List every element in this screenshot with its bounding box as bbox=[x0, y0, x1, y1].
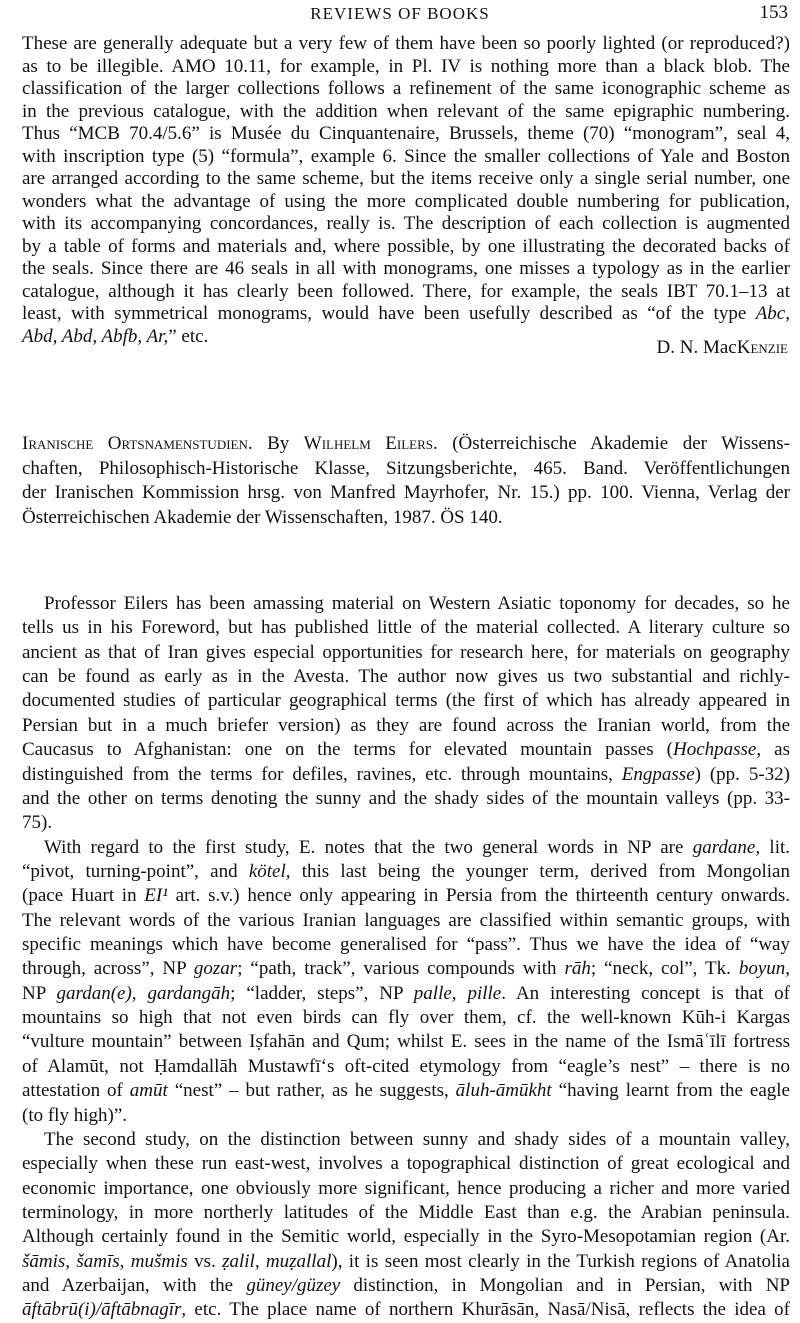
text-run: with its accompanying concordances, really is. The description of each collection is augmented bbox=[22, 213, 790, 234]
review-body bbox=[22, 592, 790, 1323]
text-run: With regard to the first study, E. notes that the two general words in NP are bbox=[44, 836, 693, 858]
text-run: especially when these run east-west, involves a topographical distinction of great ecological and bbox=[22, 1153, 790, 1175]
italic-text: EI¹ bbox=[144, 885, 168, 907]
italic-text: Engpasse bbox=[621, 763, 695, 785]
text-line bbox=[22, 1225, 790, 1249]
small-caps-text: Iranische Ortsnamenstudien bbox=[22, 433, 248, 454]
text-run: the seals. Since there are 46 seals in all with monograms, one misses a typology as in the earlier bbox=[22, 258, 790, 279]
text-run: “having learnt from the eagle bbox=[551, 1080, 790, 1102]
text-run: The relevant words of the various Iranian languages are classified within semantic groups, with bbox=[22, 909, 790, 931]
text-run: specific meanings which have become generalised for “pass”. Thus we have the idea of “way bbox=[22, 934, 790, 956]
italic-text: kötel bbox=[248, 860, 286, 882]
text-line bbox=[22, 714, 790, 738]
text-run: (to fly high)”. bbox=[22, 1104, 128, 1126]
text-run: vs. bbox=[187, 1250, 223, 1272]
text-run: ; “path, track”, various compounds with bbox=[237, 958, 565, 980]
text-run: by a table of forms and materials and, where possible, by one illustrating the decorated backs of bbox=[22, 235, 790, 257]
text-run: ), it is seen most clearly in the Turkish regions of Anatolia bbox=[331, 1250, 790, 1272]
text-run: as to be illegible. AMO 10.11, for example, in Pl. IV is nothing more than a black blob. The bbox=[22, 55, 790, 77]
text-line bbox=[22, 101, 790, 124]
text-line bbox=[22, 1152, 790, 1176]
book-citation bbox=[22, 432, 790, 531]
text-run: ancient as that of Iran gives especial opportunities for research here, for materials on geography bbox=[22, 641, 790, 663]
text-line bbox=[22, 1274, 790, 1298]
text-run: The second study, on the distinction between sunny and shady sides of a mountain valley, bbox=[44, 1128, 790, 1150]
text-line bbox=[22, 213, 790, 236]
italic-text: šāmis, šamīs, mušmis bbox=[22, 1250, 188, 1272]
italic-text: rāh bbox=[564, 958, 591, 980]
text-line bbox=[22, 1006, 790, 1030]
text-run: distinction, in Mongolian and in Persian, with NP bbox=[340, 1275, 790, 1297]
italic-text: āluh-āmūkht bbox=[455, 1080, 552, 1102]
italic-text: ẓalil, muẓallal bbox=[222, 1250, 332, 1272]
italic-text: gozar bbox=[193, 958, 238, 980]
text-line bbox=[22, 1079, 790, 1103]
text-line bbox=[22, 616, 790, 640]
text-run: Although certainly found in the Semitic world, especially in the Syro-Mesopotamian region (Ar. bbox=[22, 1226, 790, 1248]
text-line bbox=[22, 303, 790, 326]
text-line bbox=[22, 457, 790, 482]
text-line bbox=[22, 592, 790, 616]
text-run: in the previous catalogue, with the addition when relevant of the same epigraphic numbering. bbox=[22, 100, 790, 122]
reviewer-signature bbox=[657, 337, 788, 359]
page-header bbox=[0, 2, 800, 28]
text-line bbox=[22, 909, 790, 933]
text-run: 75). bbox=[22, 812, 53, 834]
text-line bbox=[22, 641, 790, 665]
text-line bbox=[22, 191, 790, 214]
text-run: Österreichischen Akademie der Wissenschaften, 1987. ÖS 140. bbox=[22, 507, 503, 529]
text-run: . (Österreichische Akademie der Wissens- bbox=[433, 433, 790, 454]
text-run: chaften, Philosophisch-Historische Klasse, Sitzungsberichte, 465. Band. Veröffentlichungen bbox=[22, 457, 790, 479]
text-run: ; “ladder, steps”, NP bbox=[230, 982, 414, 1004]
text-line bbox=[22, 258, 790, 281]
text-run: , etc. The place name of northern Khurāsān, Nasā/Nisā, reflects the idea of bbox=[181, 1299, 790, 1321]
text-line bbox=[22, 432, 790, 457]
text-run: der Iranischen Kommission hrsg. von Manfred Mayrhofer, Nr. 15.) pp. 100. Vienna, Verlag der bbox=[22, 482, 790, 504]
text-line bbox=[22, 168, 790, 191]
text-run: mountains so high that not even birds can fly over them, cf. the well-known Kūh-i Kargas bbox=[22, 1007, 790, 1029]
text-line bbox=[22, 1298, 790, 1322]
text-line bbox=[22, 236, 790, 259]
text-line bbox=[22, 1104, 790, 1128]
italic-text: Abc, bbox=[755, 303, 790, 324]
text-run: Thus “MCB 70.4/5.6” is Musée du Cinquantenaire, Brussels, theme (70) “monogram”, seal 4, bbox=[22, 123, 790, 144]
text-line bbox=[22, 836, 790, 860]
text-run: least, with symmetrical monograms, would have been usefully described as “of the type bbox=[22, 303, 756, 324]
text-line bbox=[22, 1177, 790, 1201]
italic-text: amūt bbox=[129, 1080, 168, 1102]
italic-text: Hochpasse bbox=[672, 739, 757, 761]
text-run: with inscription type (5) “formula”, example 6. Since the smaller collections of Yale and Boston bbox=[22, 145, 790, 167]
text-line bbox=[22, 982, 790, 1006]
text-run: and Azerbaijan, with the bbox=[22, 1275, 247, 1297]
text-run: “vulture mountain” between Iṣfahān and Qum; whilst E. sees in the name of the Ismāʿīlī fortress bbox=[22, 1031, 790, 1053]
text-run: can be found as early as in the Avesta. The author now gives us two substantial and richly- bbox=[22, 666, 790, 688]
text-run: NP bbox=[22, 982, 57, 1004]
text-run: , as bbox=[756, 739, 790, 761]
text-run: These are generally adequate but a very few of them have been so poorly lighted (or reproduced?) bbox=[22, 33, 790, 54]
text-line bbox=[22, 1201, 790, 1225]
text-run: ; “neck, col”, Tk. bbox=[590, 958, 739, 980]
text-run: , this last being the younger term, derived from Mongolian bbox=[285, 860, 790, 882]
running-title: REVIEWS OF BOOKS bbox=[310, 4, 490, 23]
text-line bbox=[22, 33, 790, 56]
text-run: lit. bbox=[760, 836, 790, 858]
italic-text: gardane, bbox=[692, 836, 761, 858]
italic-text: Abd, Abd, Abfb, Ar, bbox=[22, 325, 169, 347]
small-caps-text: Wilhelm Eilers bbox=[303, 433, 433, 454]
text-line bbox=[22, 123, 790, 146]
text-run: terminology, in more northerly latitudes of the Middle East than e.g. the Arabian peninsula. bbox=[22, 1201, 790, 1223]
text-run: economic importance, one obviously more significant, hence producing a richer and more varied bbox=[22, 1177, 790, 1199]
text-run: . An interesting concept is that of bbox=[501, 982, 790, 1004]
page-number: 153 bbox=[759, 2, 788, 23]
text-run: “pivot, turning-point”, and bbox=[22, 860, 249, 882]
text-line bbox=[22, 689, 790, 713]
italic-text: palle, pille bbox=[413, 982, 502, 1004]
text-line bbox=[22, 884, 790, 908]
text-line bbox=[22, 763, 790, 787]
text-line bbox=[22, 1055, 790, 1079]
text-run: documented studies of particular geographical terms (the first of which has already appeared in bbox=[22, 690, 790, 712]
text-run: (pace Huart in bbox=[22, 885, 145, 907]
text-run: “nest” – but rather, as he suggests, bbox=[167, 1080, 456, 1102]
italic-text: āftābrū(i)/āftābnagīr bbox=[22, 1299, 182, 1321]
text-run: catalogue, although it has clearly been followed. There, for example, the seals IBT 70.1–13 at bbox=[22, 280, 790, 302]
text-line bbox=[22, 787, 790, 811]
text-line bbox=[22, 665, 790, 689]
text-line bbox=[22, 56, 790, 79]
text-run: through, across”, NP bbox=[22, 958, 194, 980]
text-line bbox=[22, 506, 790, 531]
text-run: tells us in his Foreword, but has published little of the material collected. A literary culture so bbox=[22, 617, 790, 639]
text-run: attestation of bbox=[22, 1080, 130, 1102]
text-run: and the other on terms denoting the sunny and the shady sides of the mountain valleys (pp. 33- bbox=[22, 787, 790, 809]
text-run: are arranged according to the same scheme, but the items receive only a single serial number, one bbox=[22, 168, 790, 189]
text-line bbox=[22, 78, 790, 101]
text-line bbox=[22, 738, 790, 762]
text-run: ) (pp. 5-32) bbox=[694, 763, 790, 785]
text-line bbox=[22, 1030, 790, 1054]
text-line bbox=[22, 146, 790, 169]
text-line bbox=[22, 957, 790, 981]
text-run: Persian but in a much briefer version) as they are found across the Iranian world, from the bbox=[22, 714, 790, 736]
text-run: wonders what the advantage of using the more complicated double numbering for publication, bbox=[22, 190, 790, 212]
text-run: . By bbox=[247, 433, 304, 454]
text-line bbox=[22, 1128, 790, 1152]
italic-text: gardan(e), gardangāh bbox=[56, 982, 231, 1004]
text-line bbox=[22, 860, 790, 884]
text-run: Professor Eilers has been amassing material on Western Asiatic toponomy for decades, so he bbox=[44, 593, 790, 614]
text-line bbox=[22, 1250, 790, 1274]
text-run: ” etc. bbox=[168, 325, 209, 347]
text-run: classification of the larger collections follows a refinement of the same iconographic scheme as bbox=[22, 78, 790, 99]
text-run: D. N. Mac bbox=[656, 337, 737, 358]
text-line bbox=[22, 933, 790, 957]
small-caps-text: Kenzie bbox=[736, 337, 788, 358]
text-line bbox=[22, 811, 790, 835]
text-run: of Alamūt, not Ḥamdallāh Mustawfī‘s oft-cited etymology from “eagle’s nest” – there is no bbox=[22, 1055, 790, 1077]
italic-text: güney/güzey bbox=[246, 1275, 341, 1297]
text-line bbox=[22, 281, 790, 304]
text-run: Caucasus to Afghanistan: one on the terms for elevated mountain passes ( bbox=[22, 739, 673, 761]
text-run: art. s.v.) hence only appearing in Persia from the thirteenth century onwards. bbox=[167, 885, 790, 907]
text-run: distinguished from the terms for defiles, ravines, etc. through mountains, bbox=[22, 763, 622, 785]
italic-text: boyun, bbox=[738, 958, 790, 980]
text-line bbox=[22, 481, 790, 506]
review-continuation bbox=[22, 33, 790, 348]
